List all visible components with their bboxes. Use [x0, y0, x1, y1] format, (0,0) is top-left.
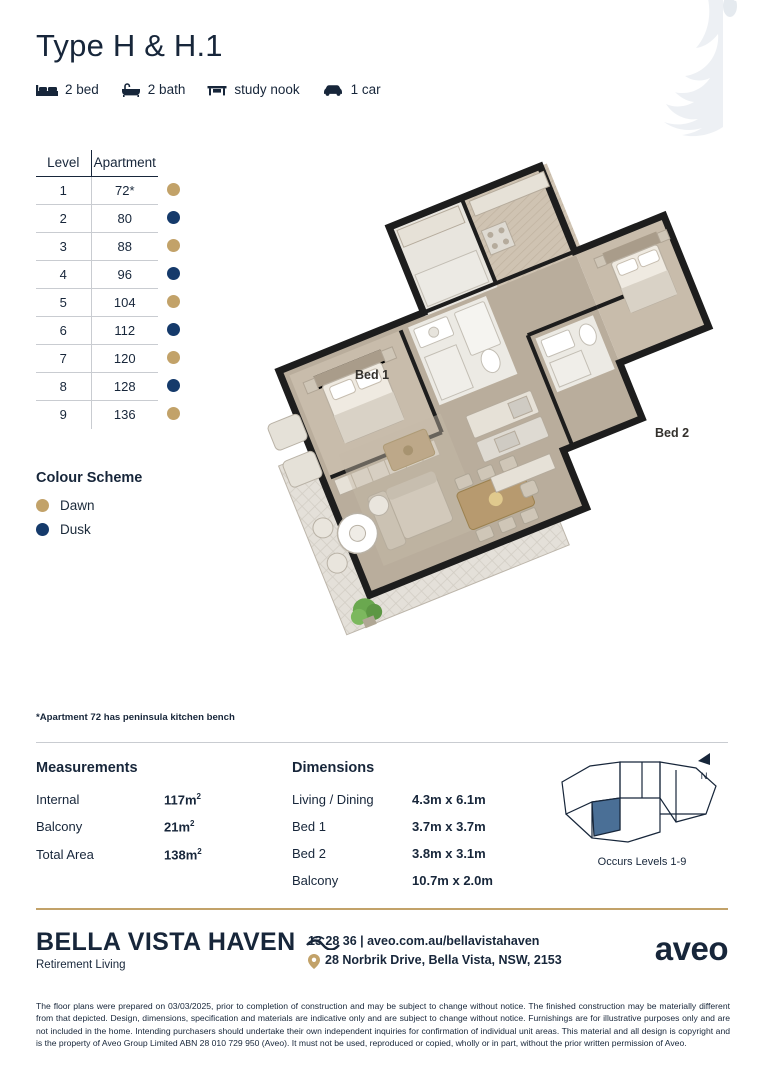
spec-bed-label: 2 bed — [65, 82, 99, 97]
spec-study — [207, 82, 299, 97]
dawn-swatch-icon — [36, 499, 49, 512]
floorplan-svg — [210, 150, 740, 660]
cell-level: 2 — [36, 205, 91, 233]
spec-car — [322, 82, 381, 97]
scheme-item-dusk — [36, 522, 236, 537]
measurement-label: Total Area — [36, 846, 94, 862]
cell-scheme — [158, 261, 188, 289]
cell-level: 9 — [36, 401, 91, 429]
col-header-scheme — [158, 150, 188, 177]
divider-top — [36, 742, 728, 743]
dimension-label: Balcony — [292, 873, 339, 888]
cell-apartment: 88 — [91, 233, 158, 261]
car-icon — [322, 83, 344, 97]
cell-level: 7 — [36, 345, 91, 373]
col-header-level: Level — [36, 150, 91, 177]
cell-level: 6 — [36, 317, 91, 345]
dawn-swatch-icon — [167, 183, 180, 196]
north-indicator — [694, 752, 714, 782]
dimension-label: Bed 2 — [292, 846, 326, 861]
measurement-value-text: 21m — [164, 819, 191, 835]
cell-apartment: 136 — [113, 407, 136, 423]
table-row — [36, 317, 188, 345]
table-row — [36, 177, 188, 205]
scheme-label-dusk: Dusk — [60, 522, 91, 537]
bed-icon — [36, 83, 58, 97]
dimension-value: 3.7m x 3.7m — [412, 819, 486, 834]
cell-apartment: 120 — [91, 345, 158, 373]
measurement-unit: 2 — [197, 846, 202, 856]
dawn-swatch-icon — [167, 295, 180, 308]
dimension-row — [292, 819, 542, 834]
dimension-value: 3.8m x 3.1m — [412, 846, 486, 861]
contact-address: 28 Norbrik Drive, Bella Vista, NSW, 2153 — [325, 953, 562, 968]
brand-block — [36, 928, 340, 971]
measurement-label: Balcony — [36, 819, 83, 835]
dusk-swatch-icon — [167, 379, 180, 392]
dawn-swatch-icon — [167, 351, 180, 364]
cell-apartment: 80 — [91, 205, 158, 233]
cell-apartment: 96 — [91, 261, 158, 289]
measurement-label: Internal — [36, 792, 80, 807]
room-label-bed2: Bed 2 — [655, 426, 690, 440]
colour-scheme — [36, 470, 236, 546]
cell-level: 3 — [36, 233, 91, 261]
cell-scheme — [158, 177, 188, 205]
cell-scheme — [158, 317, 188, 345]
aveo-logo: aveo — [654, 930, 728, 967]
divider-gold — [36, 908, 728, 910]
level-apartment-table — [36, 150, 188, 429]
cell-apartment: 104 — [91, 289, 158, 317]
north-label: N — [700, 771, 708, 782]
cell-scheme — [158, 401, 188, 429]
table-row — [36, 401, 188, 429]
col-header-apartment: Apartment — [91, 150, 158, 177]
cell-scheme — [158, 205, 188, 233]
measurement-value — [164, 792, 201, 807]
dawn-swatch-icon — [167, 407, 180, 420]
cell-level: 4 — [36, 261, 91, 289]
spec-study-label: study nook — [234, 82, 300, 97]
dusk-swatch-icon — [167, 323, 180, 336]
footnote: *Apartment 72 has peninsula kitchen bench — [36, 712, 235, 723]
spec-bath-label: 2 bath — [147, 82, 186, 97]
dimension-value: 4.3m x 6.1m — [412, 792, 486, 807]
dimensions-block — [292, 760, 542, 900]
cell-level: 1 — [36, 177, 91, 205]
key-plan — [556, 752, 728, 870]
cell-scheme — [158, 233, 188, 261]
table-header-row — [36, 150, 188, 177]
dusk-swatch-icon — [167, 211, 180, 224]
room-label-bed1: Bed 1 — [355, 368, 390, 382]
scheme-item-dawn — [36, 498, 236, 513]
key-plan-caption: Occurs Levels 1-9 — [597, 856, 687, 868]
measurement-value-text: 138m — [164, 846, 198, 862]
north-arrow-icon — [694, 752, 714, 768]
cell-apartment: 128 — [91, 373, 158, 401]
dimension-label: Living / Dining — [292, 792, 374, 807]
cell-apartment: 112 — [91, 317, 158, 345]
bird-watermark-icon — [584, 0, 754, 146]
dimension-label: Bed 1 — [292, 819, 326, 834]
dimension-row — [292, 792, 542, 807]
cell-apartment: 72* — [91, 177, 158, 205]
measurement-unit: 2 — [196, 792, 201, 801]
floorplan-illustration — [210, 150, 740, 660]
dimension-row — [292, 846, 542, 861]
map-pin-icon — [308, 954, 320, 969]
table-row — [36, 205, 188, 233]
measurement-row — [36, 847, 276, 862]
measurement-row — [36, 792, 276, 807]
cell-scheme — [158, 345, 188, 373]
scheme-label-dawn: Dawn — [60, 498, 95, 513]
table-row — [36, 345, 188, 373]
measurement-row — [36, 819, 276, 834]
brand-name: BELLA VISTA HAVEN — [36, 928, 296, 956]
page-title: Type H & H.1 — [36, 28, 223, 63]
colour-scheme-title: Colour Scheme — [36, 470, 143, 486]
measurement-unit: 2 — [190, 819, 195, 829]
table-row — [36, 289, 188, 317]
table-row — [36, 261, 188, 289]
measurement-value-text: 117m — [164, 792, 197, 808]
table-row — [36, 233, 188, 261]
spec-bed — [36, 82, 99, 97]
spec-list — [36, 82, 381, 97]
dimensions-title: Dimensions — [292, 760, 375, 776]
spec-bath — [121, 82, 186, 97]
cell-level: 8 — [36, 373, 91, 401]
cell-scheme — [158, 289, 188, 317]
measurements-block — [36, 760, 276, 874]
dimension-value: 10.7m x 2.0m — [412, 873, 493, 888]
cell-scheme — [158, 373, 188, 401]
spec-car-label: 1 car — [350, 82, 381, 97]
desk-icon — [207, 83, 227, 97]
brand-tagline: Retirement Living — [36, 959, 126, 971]
contact-block — [308, 932, 562, 971]
dusk-swatch-icon — [36, 523, 49, 536]
measurements-title: Measurements — [36, 760, 138, 776]
bath-icon — [121, 83, 141, 97]
brand-name-row — [36, 928, 340, 957]
cell-level: 5 — [36, 289, 91, 317]
table-row — [36, 373, 188, 401]
dawn-swatch-icon — [167, 239, 180, 252]
contact-address-row — [308, 951, 562, 970]
measurement-value — [164, 819, 194, 834]
disclaimer: The floor plans were prepared on 03/03/2025, prior to completion of construction and may be subject to change without notice. The finished construction may be materially different from that depicted. Design, dimensions, specification and materials are indicative only and are subject to change without notice. Furnishings are for illustrative purposes only and are not included in the home. Intending purchasers should undertake their own independent inquiries for confirmation of individual unit areas. This material and all design is copyright and is the property of Aveo Group Limited ABN 28 010 729 950 (Aveo). It must not be used, reproduced or copied, wholly or in part, without the prior written permission of Aveo. — [36, 1001, 730, 1049]
dusk-swatch-icon — [167, 267, 180, 280]
measurement-value — [164, 847, 202, 862]
contact-phone-web[interactable]: 13 28 36 | aveo.com.au/bellavistahaven — [308, 934, 540, 948]
dimension-row — [292, 873, 542, 888]
